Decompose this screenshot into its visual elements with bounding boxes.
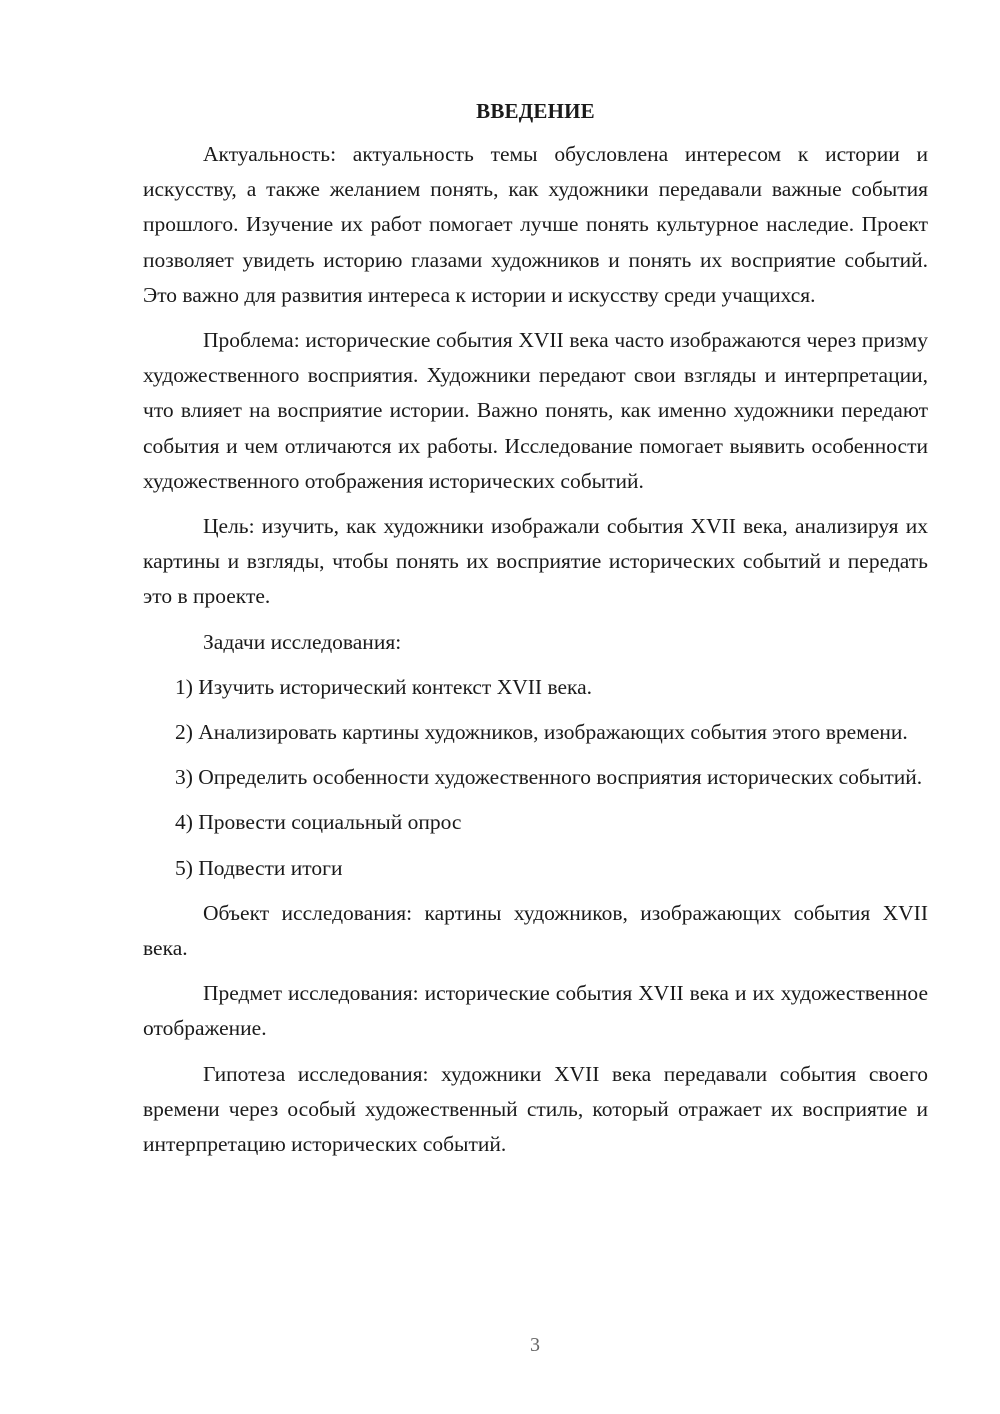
- document-page: [143, 95, 928, 1172]
- task-item: 5) Подвести итоги: [175, 855, 343, 880]
- task-item: 1) Изучить исторический контекст XVII века.: [175, 674, 593, 699]
- paragraph-problem: Проблема: исторические события XVII века часто изображаются через призму художественного восприятия. Художники передают свои взгляды и интерпретации, что влияет на восприятие истории. Важно понять, как именно художники передают события и чем отличаются их работы. Исследование помогает выявить особенности художественного отображения исторических событий.: [143, 328, 928, 493]
- paragraph-relevance: Актуальность: актуальность темы обусловлена интересом к истории и искусству, а также желанием понять, как художники передавали важные события прошлого. Изучение их работ помогает лучше понять культурное наследие. Проект позволяет увидеть историю глазами художников и понять их восприятие событий. Это важно для развития интереса к истории и искусству среди учащихся.: [143, 142, 928, 307]
- paragraph-subject: Предмет исследования: исторические события XVII века и их художественное отображение.: [143, 981, 928, 1041]
- page-title: ВВЕДЕНИЕ: [476, 99, 595, 123]
- task-item: 3) Определить особенности художественного восприятия исторических событий.: [175, 765, 923, 790]
- page-number: 3: [530, 1334, 540, 1356]
- paragraph-hypothesis: Гипотеза исследования: художники XVII века передавали события своего времени через особый художественный стиль, который отражает их восприятие и интерпретацию исторических событий.: [143, 1061, 928, 1157]
- paragraph-goal: Цель: изучить, как художники изображали события XVII века, анализируя их картины и взгляды, чтобы понять их восприятие исторических событий и передать это в проекте.: [143, 514, 928, 609]
- task-item: 2) Анализировать картины художников, изображающих события этого времени.: [175, 720, 908, 745]
- paragraph-tasks-heading: Задачи исследования:: [203, 629, 402, 654]
- task-item: 4) Провести социальный опрос: [175, 810, 462, 835]
- paragraph-object: Объект исследования: картины художников, изображающих события XVII века.: [143, 900, 928, 961]
